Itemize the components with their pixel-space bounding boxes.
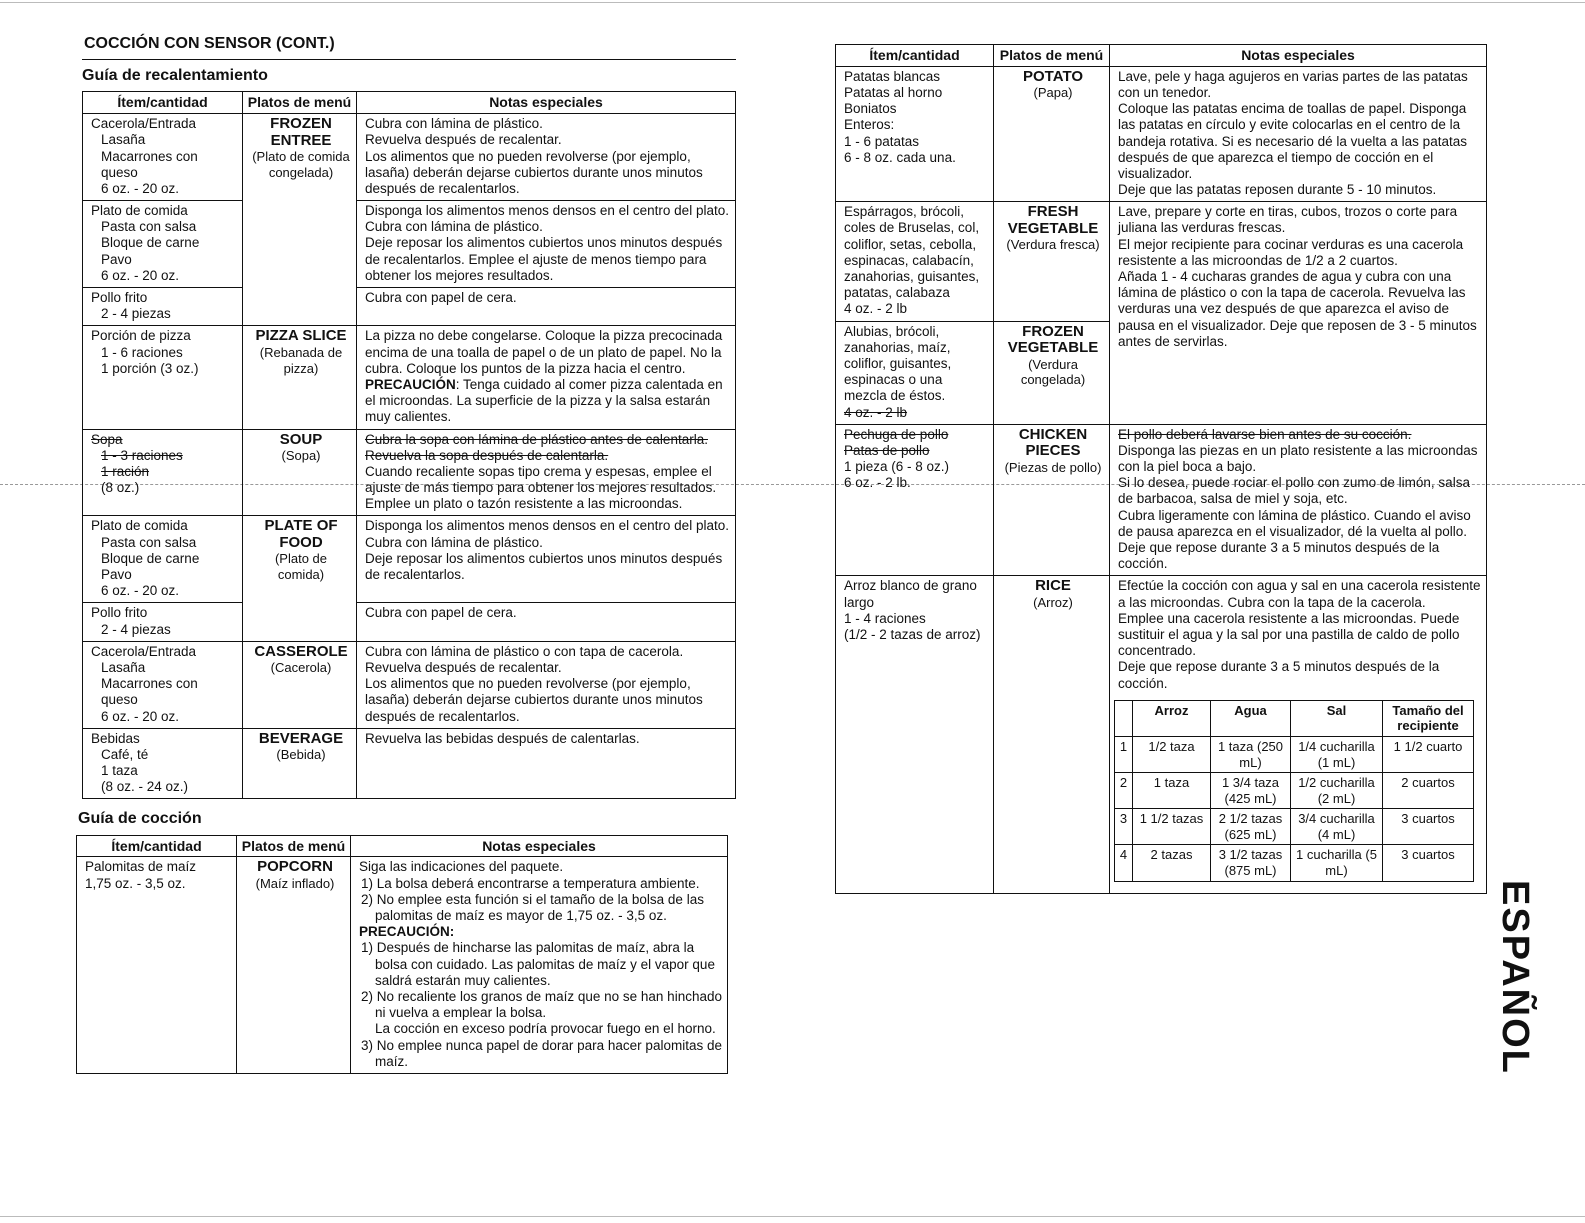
menu-translation: (Verdura fresca) [1006, 237, 1100, 253]
item-line: Bloque de carne [101, 550, 200, 566]
menu-cell-casserole [243, 641, 357, 728]
menu-cell-rice [994, 576, 1110, 893]
note-line: Deje reposar los alimentos cubiertos unos minutos después de recalentarlos. Emplee el ajuste de menos tiempo para obtener los mejores resultados. [365, 235, 723, 283]
menu-name: BEVERAGE [258, 729, 344, 747]
item-title: Porción de pizza [91, 328, 191, 344]
item-cell [83, 728, 243, 799]
rice-row [1115, 845, 1474, 881]
language-tab: ESPAÑOL [1494, 880, 1536, 1075]
table-row [83, 641, 736, 728]
caution-text: : Tenga cuidado al comer pizza calentada en el microondas. La superficie de la pizza y la salsa estarán muy calientes. [365, 376, 723, 425]
rice-cell: 1/4 cucharilla (1 mL) [1291, 736, 1383, 772]
item-line: Boniatos [844, 101, 897, 117]
note-line: Emplee una cacerola resistente a las microondas. Puede sustituir el agua y la sal por una pastilla de caldo de pollo concentrado. [1118, 610, 1460, 659]
item-cell [77, 857, 237, 1073]
item-line: Patatas al horno [844, 84, 943, 100]
menu-name: RICE [1035, 577, 1071, 595]
menu-cell-fresh-vegetable [994, 202, 1110, 321]
cook-header-row [77, 835, 728, 857]
note-line: Siga las indicaciones del paquete. [359, 859, 564, 875]
item-line: Lasaña [101, 132, 146, 148]
cook-heading: Guía de cocción [78, 810, 202, 828]
rice-cell: 1/2 taza [1133, 736, 1211, 772]
table-row [83, 429, 736, 516]
menu-name: ENTREE [270, 131, 332, 149]
note-line: Disponga los alimentos menos densos en el centro del plato. Cubra con lámina de plástico. [365, 203, 729, 235]
item-cell [83, 288, 243, 326]
menu-name: FROZEN [270, 115, 332, 133]
menu-cell-beverage [243, 728, 357, 799]
item-line: 6 oz. - 2 lb. [844, 475, 911, 491]
item-line: 6 - 8 oz. cada una. [844, 149, 956, 165]
rice-header-recipiente: Tamaño del recipiente [1383, 700, 1474, 736]
rice-cell: 1 taza (250 mL) [1211, 736, 1291, 772]
left-page [76, 34, 736, 1074]
item-cell [836, 202, 994, 321]
rice-cell: 3/4 cucharilla (4 mL) [1291, 809, 1383, 845]
notes-cell [1110, 424, 1487, 576]
rice-cell: 1 [1115, 736, 1133, 772]
table-row [836, 66, 1487, 202]
item-line: 6 oz. - 20 oz. [101, 180, 180, 196]
menu-cell-frozen-vegetable [994, 321, 1110, 424]
item-line: Pavo [101, 567, 132, 583]
menu-translation: (Plato de comida congelada) [252, 149, 350, 180]
item-line: 2 - 4 piezas [101, 621, 171, 637]
menu-name: VEGETABLE [1007, 219, 1099, 237]
item-line: (1/2 - 2 tazas de arroz) [844, 626, 981, 642]
menu-translation: (Bebida) [276, 747, 326, 763]
item-line: Espárragos, brócoli, coles de Bruselas, col, coliflor, setas, cebolla, espinacas, calabacín, zanahorias, guisantes, patatas, calabaza [844, 204, 980, 301]
item-cell [83, 516, 243, 603]
item-line: 1 porción (3 oz.) [101, 360, 199, 376]
menu-name: SOUP [279, 430, 323, 448]
note-line: Añada 1 - 4 cucharas grandes de agua y cubra con una lámina de plástico o con la tapa de cacerola. Revuelva las verduras una vez después de que aparezca el aviso de pausa en el visualizador. Deje que reposen de 3 - 5 minutos antes de servirlas. [1118, 269, 1477, 349]
item-title: Pollo frito [91, 290, 148, 306]
notes-cell [357, 728, 736, 799]
col-item-header: Ítem/cantidad [836, 45, 994, 67]
note-line: El pollo deberá lavarse bien antes de su cocción. [1118, 426, 1412, 442]
item-line: 1 taza [101, 763, 138, 779]
table-row [83, 288, 736, 326]
table-row [83, 516, 736, 603]
rice-cell: 2 [1115, 773, 1133, 809]
table-row [83, 728, 736, 799]
table-row [836, 202, 1487, 321]
rice-cell: 1 cucharilla (5 mL) [1291, 845, 1383, 881]
rice-cell: 2 1/2 tazas (625 mL) [1211, 809, 1291, 845]
note-line: Revuelva después de recalentar. [365, 659, 562, 675]
item-line: queso [101, 692, 138, 708]
cook-table [76, 835, 728, 1074]
item-line: Macarrones con [101, 148, 198, 164]
note-list-item: 1) La bolsa deberá encontrarse a temperatura ambiente. [361, 875, 700, 891]
reheat-table [82, 91, 736, 799]
item-title: Sopa [91, 431, 123, 447]
menu-translation: (Sopa) [281, 448, 321, 464]
rice-header-blank [1115, 700, 1133, 736]
menu-name: VEGETABLE [1007, 339, 1099, 357]
item-line: Bloque de carne [101, 235, 200, 251]
note-line: Cubra con papel de cera. [365, 605, 517, 621]
header-row [836, 45, 1487, 67]
item-title: Palomitas de maíz [85, 859, 197, 875]
rice-row [1115, 809, 1474, 845]
menu-translation: (Cacerola) [270, 660, 332, 676]
menu-name: PIZZA SLICE [255, 327, 347, 345]
rice-cell: 1 1/2 cuarto [1383, 736, 1474, 772]
note-line: Cubra con lámina de plástico. [365, 116, 543, 132]
note-line: Si lo desea, puede rociar el pollo con zumo de limón, salsa de barbacoa, salsa de miel y soja, etc. [1118, 475, 1470, 507]
rice-header-agua: Agua [1211, 700, 1291, 736]
item-line: 1 pieza (6 - 8 oz.) [844, 459, 950, 475]
reheat-header-row [83, 92, 736, 114]
item-cell [836, 424, 994, 576]
menu-name: FROZEN [1022, 322, 1084, 340]
notes-cell [357, 201, 736, 288]
col-notes-header: Notas especiales [1110, 45, 1487, 67]
item-line: 6 oz. - 20 oz. [101, 583, 180, 599]
caution-label: PRECAUCIÓN [365, 376, 456, 392]
item-cell [83, 429, 243, 516]
note-line: Disponga los alimentos menos densos en el centro del plato. Cubra con lámina de plástico. [365, 518, 729, 550]
note-line: Los alimentos que no pueden revolverse (por ejemplo, lasaña) deberán dejarse cubiertos durante unos minutos después de recalentarlos. [365, 676, 703, 724]
item-title: Cacerola/Entrada [91, 643, 197, 659]
rice-header-sal: Sal [1291, 700, 1383, 736]
rice-cell: 1 taza [1133, 773, 1211, 809]
table-row [83, 326, 736, 429]
caution-label: PRECAUCIÓN: [359, 924, 455, 940]
item-line: (8 oz. - 24 oz.) [101, 779, 189, 795]
rice-cell: 2 cuartos [1383, 773, 1474, 809]
item-line: Alubias, brócoli, zanahorias, maíz, coliflor, guisantes, espinacas o una mezcla de éstos. [844, 323, 952, 404]
note-line: La pizza no debe congelarse. Coloque la pizza precocinada encima de una toalla de papel o de un plato de papel. No la cubra. Coloque los puntos de la pizza hacia el centro. [365, 328, 723, 376]
item-line: 1 - 4 raciones [844, 610, 926, 626]
note-line: Lave, pele y haga agujeros en varias partes de las patatas con un tenedor. [1118, 68, 1468, 100]
rice-row [1115, 736, 1474, 772]
item-line: Arroz blanco de grano largo [844, 578, 977, 610]
menu-translation: (Rebanada de pizza) [259, 344, 343, 376]
menu-translation: (Papa) [1033, 85, 1073, 101]
item-cell [83, 603, 243, 641]
item-line: Pechuga de pollo [844, 426, 949, 442]
rice-cell: 3 [1115, 809, 1133, 845]
col-notes-header: Notas especiales [357, 92, 736, 114]
item-line: 4 oz. - 2 lb [844, 301, 908, 317]
item-cell [83, 641, 243, 728]
note-line: Cubra con papel de cera. [365, 290, 517, 306]
item-cell [83, 201, 243, 288]
table-row [83, 114, 736, 201]
table-row [836, 424, 1487, 576]
item-line: Pasta con salsa [101, 219, 197, 235]
notes-cell [357, 641, 736, 728]
rice-cell: 1 1/2 tazas [1133, 809, 1211, 845]
menu-cell-potato [994, 66, 1110, 202]
note-line: Lave, prepare y corte en tiras, cubos, trozos o corte para juliana las verduras frescas. [1118, 204, 1458, 236]
menu-name: CHICKEN [1018, 425, 1088, 443]
note-line: Disponga las piezas en un plato resistente a las microondas con la piel boca a bajo. [1118, 442, 1478, 475]
menu-name: PLATE OF [264, 517, 338, 535]
item-line: Lasaña [101, 659, 146, 675]
note-line: Coloque las patatas encima de toallas de papel. Disponga las patatas en círculo y evite colocarlas en el centro de la bandeja rotativa. Si es necesario dé la vuelta a las patatas después de que aparezca el tiempo de cocción en el visualizador. [1118, 101, 1467, 181]
note-line: Revuelva las bebidas después de calentarlas. [365, 730, 640, 746]
item-line: 1 - 6 patatas [844, 133, 920, 149]
note-line: Cubra la sopa con lámina de plástico antes de calentarla. Revuelva la sopa después de calentarla. [365, 431, 708, 463]
rice-cell: 4 [1115, 845, 1133, 881]
notes-cell [1110, 576, 1487, 893]
rice-row [1115, 773, 1474, 809]
rice-cell: 3 cuartos [1383, 845, 1474, 881]
bottom-scan-edge [0, 1216, 1585, 1217]
note-line: Deje reposar los alimentos cubiertos unos minutos después de recalentarlos. [365, 550, 723, 583]
notes-cell [1110, 66, 1487, 202]
item-line: Pavo [101, 251, 132, 267]
reheat-heading: Guía de recalentamiento [82, 67, 268, 85]
menu-translation: (Verdura congelada) [1020, 356, 1086, 388]
note-line: Los alimentos que no pueden revolverse (por ejemplo, lasaña) deberán dejarse cubiertos durante unos minutos después de recalentarlos. [365, 148, 703, 196]
menu-name: FOOD [279, 533, 323, 551]
item-line: Patatas blancas [844, 68, 941, 84]
table-row [83, 201, 736, 288]
title-rule [82, 59, 736, 60]
note-list-item: 2) No emplee esta función si el tamaño de la bolsa de las palomitas de maíz es mayor de 1,75 oz. - 3,5 oz. [361, 891, 704, 924]
item-line: 6 oz. - 20 oz. [101, 267, 180, 283]
item-cell [836, 321, 994, 424]
notes-cell [357, 326, 736, 429]
table-row [83, 603, 736, 641]
right-page [835, 44, 1492, 894]
item-line: 4 oz. - 2 lb [844, 404, 908, 420]
col-menu-header: Platos de menú [237, 835, 351, 857]
note-list-item: 2) No recaliente los granos de maíz que no se han hinchado ni vuelva a emplear la bolsa. [361, 988, 722, 1021]
item-title: Pollo frito [91, 605, 148, 621]
item-line: (8 oz.) [101, 480, 140, 496]
menu-translation: (Arroz) [1033, 594, 1073, 610]
item-line: 6 oz. - 20 oz. [101, 708, 180, 724]
col-item-header: Ítem/cantidad [83, 92, 243, 114]
menu-cell-pizza [243, 326, 357, 429]
page-title: COCCIÓN CON SENSOR (CONT.) [84, 35, 335, 52]
top-scan-edge [0, 2, 1585, 3]
item-line: 2 - 4 piezas [101, 306, 171, 322]
rice-cell: 3 1/2 tazas (875 mL) [1211, 845, 1291, 881]
table-row [77, 857, 728, 1073]
note-line: La cocción en exceso podría provocar fuego en el horno. [375, 1021, 716, 1037]
item-cell [83, 114, 243, 201]
menu-translation: (Piezas de pollo) [1004, 459, 1102, 475]
col-menu-header: Platos de menú [994, 45, 1110, 67]
table-row [836, 576, 1487, 893]
note-line: El mejor recipiente para cocinar verduras es una cacerola resistente a las microondas de 1/2 a 2 cuartos. [1118, 236, 1464, 268]
menu-name: PIECES [1025, 442, 1081, 460]
rice-cell: 1 3/4 taza (425 mL) [1211, 773, 1291, 809]
note-line: Cubra ligeramente con lámina de plástico. Cuando el aviso de pausa aparezca en el visualizador, dé la vuelta al pollo. Deje que repose durante 3 a 5 minutos después de la cocción. [1118, 507, 1471, 572]
menu-name: FRESH [1027, 203, 1079, 221]
menu-cell-soup [243, 429, 357, 516]
notes-cell [357, 603, 736, 641]
rice-table [1114, 700, 1474, 882]
item-line: Macarrones con [101, 676, 198, 692]
note-line: Deje que las patatas reposen durante 5 - 10 minutos. [1118, 182, 1437, 198]
item-line: 1,75 oz. - 3,5 oz. [85, 875, 186, 891]
notes-cell [1110, 202, 1487, 424]
item-line: 1 - 3 raciones [101, 447, 183, 463]
menu-cell-plate [243, 516, 357, 641]
notes-cell [357, 429, 736, 516]
item-line: Enteros: [844, 117, 895, 133]
menu-cell-frozen-entree [243, 114, 357, 326]
item-cell [836, 576, 994, 893]
item-title: Cacerola/Entrada [91, 116, 197, 132]
note-line: Cubra con lámina de plástico o con tapa de cacerola. [365, 643, 684, 659]
notes-cell [357, 516, 736, 603]
item-title: Plato de comida [91, 518, 188, 534]
menu-cell-popcorn [237, 857, 351, 1073]
rice-header-arroz: Arroz [1133, 700, 1211, 736]
notes-cell [351, 857, 728, 1073]
note-line: Cuando recaliente sopas tipo crema y espesas, emplee el ajuste de más tiempo para obtener los mejores resultados. Emplee un plato o tazón resistente a las microondas. [365, 463, 717, 512]
rice-header-row [1115, 700, 1474, 736]
rice-cell: 2 tazas [1133, 845, 1211, 881]
menu-translation: (Plato de comida) [274, 551, 328, 583]
note-list-item: 3) No emplee nunca papel de dorar para hacer palomitas de maíz. [361, 1037, 722, 1069]
item-title: Bebidas [91, 730, 140, 746]
notes-cell [357, 288, 736, 326]
item-line: 1 ración [101, 463, 150, 479]
menu-name: POPCORN [257, 858, 333, 876]
menu-translation: (Maíz inflado) [255, 875, 335, 891]
menu-name: CASSEROLE [254, 642, 348, 660]
item-line: 1 - 6 raciones [101, 344, 183, 360]
item-title: Plato de comida [91, 203, 188, 219]
col-menu-header: Platos de menú [243, 92, 357, 114]
rice-cell: 1/2 cucharilla (2 mL) [1291, 773, 1383, 809]
item-line: Patas de pollo [844, 442, 930, 458]
item-cell [836, 66, 994, 202]
col-item-header: Ítem/cantidad [77, 835, 237, 857]
col-notes-header: Notas especiales [351, 835, 728, 857]
note-line: Revuelva después de recalentar. [365, 132, 562, 148]
note-list-item: 1) Después de hincharse las palomitas de maíz, abra la bolsa con cuidado. Las palomitas de maíz y el vapor que saldrá estarán muy calientes. [361, 940, 715, 988]
cook-table-cont [835, 44, 1487, 894]
rice-cell: 3 cuartos [1383, 809, 1474, 845]
notes-cell [357, 114, 736, 201]
item-line: Café, té [101, 746, 149, 762]
note-line: Efectúe la cocción con agua y sal en una cacerola resistente a las microondas. Cubra con la tapa de la cacerola. [1118, 578, 1481, 610]
menu-cell-chicken [994, 424, 1110, 576]
item-line: Pasta con salsa [101, 534, 197, 550]
item-line: queso [101, 164, 138, 180]
menu-name: POTATO [1023, 67, 1083, 85]
note-line: Deje que repose durante 3 a 5 minutos después de la cocción. [1118, 659, 1440, 691]
item-cell [83, 326, 243, 429]
